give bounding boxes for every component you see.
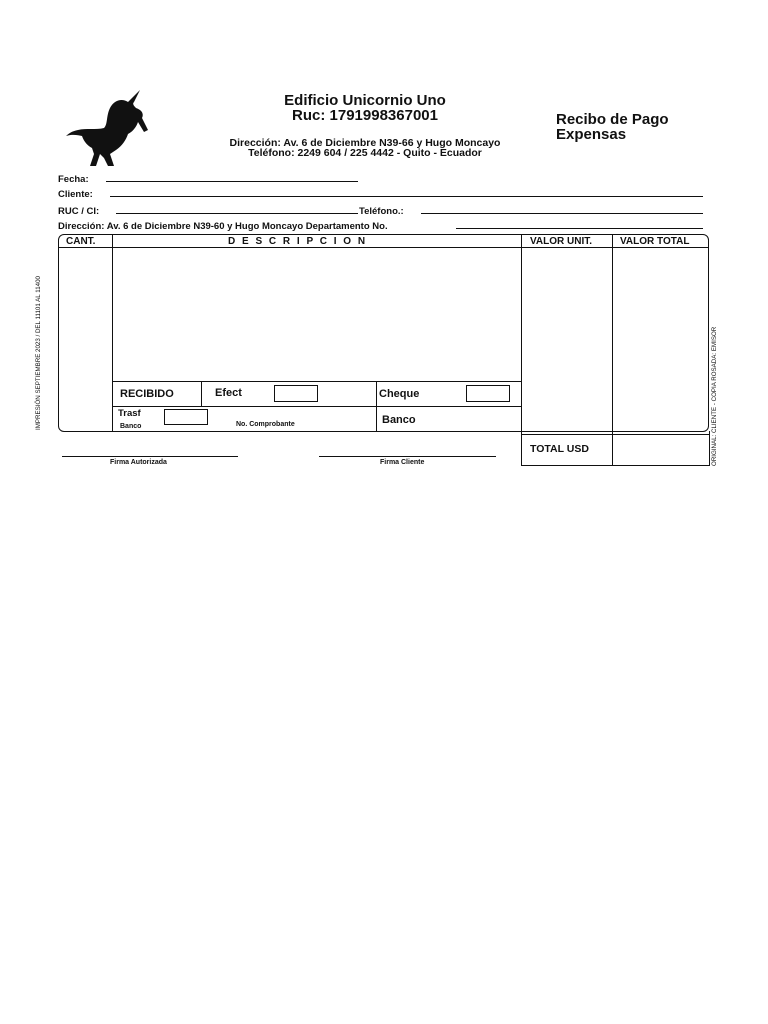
- banco-label: Banco: [382, 414, 416, 426]
- telefono-field[interactable]: [421, 213, 703, 214]
- payment-mid-line: [112, 406, 521, 407]
- company-phone: Teléfono: 2249 604 / 225 4442 - Quito - Ecuador: [248, 147, 482, 159]
- company-address: Dirección: Av. 6 de Diciembre N39-66 y Hugo Moncayo: [229, 137, 501, 149]
- efect-label: Efect: [215, 387, 242, 399]
- col-header-descripcion: D E S C R I P C I O N: [228, 236, 368, 247]
- trasf-label: Trasf: [118, 408, 141, 419]
- direccion-label: Dirección: Av. 6 de Diciembre N39-60 y Hugo Moncayo Departamento No.: [58, 221, 388, 232]
- banco-small-label: Banco: [120, 423, 142, 430]
- cheque-checkbox[interactable]: [466, 385, 510, 402]
- firma-autorizada-line[interactable]: [62, 456, 238, 457]
- cliente-field[interactable]: [110, 196, 703, 197]
- print-info-note: IMPRESIÓN SEPTIEMBRE 2023 / DEL 11101 AL 11400: [35, 276, 42, 430]
- col-divider-unit: [612, 235, 613, 466]
- receipt-title-line2: Expensas: [556, 126, 627, 143]
- no-comprobante-label: No. Comprobante: [236, 421, 295, 428]
- total-top-line: [521, 434, 709, 435]
- company-name: Edificio Unicornio Uno: [284, 92, 446, 109]
- efect-checkbox[interactable]: [274, 385, 318, 402]
- trasf-checkbox[interactable]: [164, 409, 208, 425]
- recibido-label: RECIBIDO: [120, 388, 174, 400]
- company-ruc: Ruc: 1791998367001: [292, 107, 438, 124]
- ruc-ci-field[interactable]: [116, 213, 358, 214]
- cliente-label: Cliente:: [58, 189, 93, 200]
- cheque-label: Cheque: [379, 388, 420, 400]
- total-usd-label: TOTAL USD: [530, 443, 589, 455]
- unicorn-icon: [64, 88, 150, 168]
- payment-divider-2: [376, 381, 377, 431]
- departamento-field[interactable]: [456, 228, 703, 229]
- firma-cliente-line[interactable]: [319, 456, 496, 457]
- payment-top-line: [112, 381, 521, 382]
- firma-cliente-label: Firma Cliente: [380, 459, 425, 466]
- firma-autorizada-label: Firma Autorizada: [110, 459, 167, 466]
- receipt-title-line1: Recibo de Pago: [556, 111, 669, 128]
- col-header-valor-unit: VALOR UNIT.: [530, 236, 593, 247]
- col-divider-cant: [112, 235, 113, 431]
- ruc-ci-label: RUC / CI:: [58, 206, 100, 217]
- payment-divider-1: [201, 381, 202, 406]
- fecha-field[interactable]: [106, 181, 358, 182]
- fecha-label: Fecha:: [58, 174, 89, 185]
- receipt-title: [556, 112, 669, 142]
- total-right-line: [709, 431, 710, 466]
- col-header-valor-total: VALOR TOTAL: [620, 236, 690, 247]
- total-bottom-line: [521, 465, 709, 466]
- copy-info-note: ORIGINAL: CLIENTE - COPIA ROSADA: EMISOR: [711, 326, 718, 466]
- telefono-label: Teléfono.:: [359, 206, 404, 217]
- col-header-cant: CANT.: [66, 236, 96, 247]
- col-divider-desc: [521, 235, 522, 466]
